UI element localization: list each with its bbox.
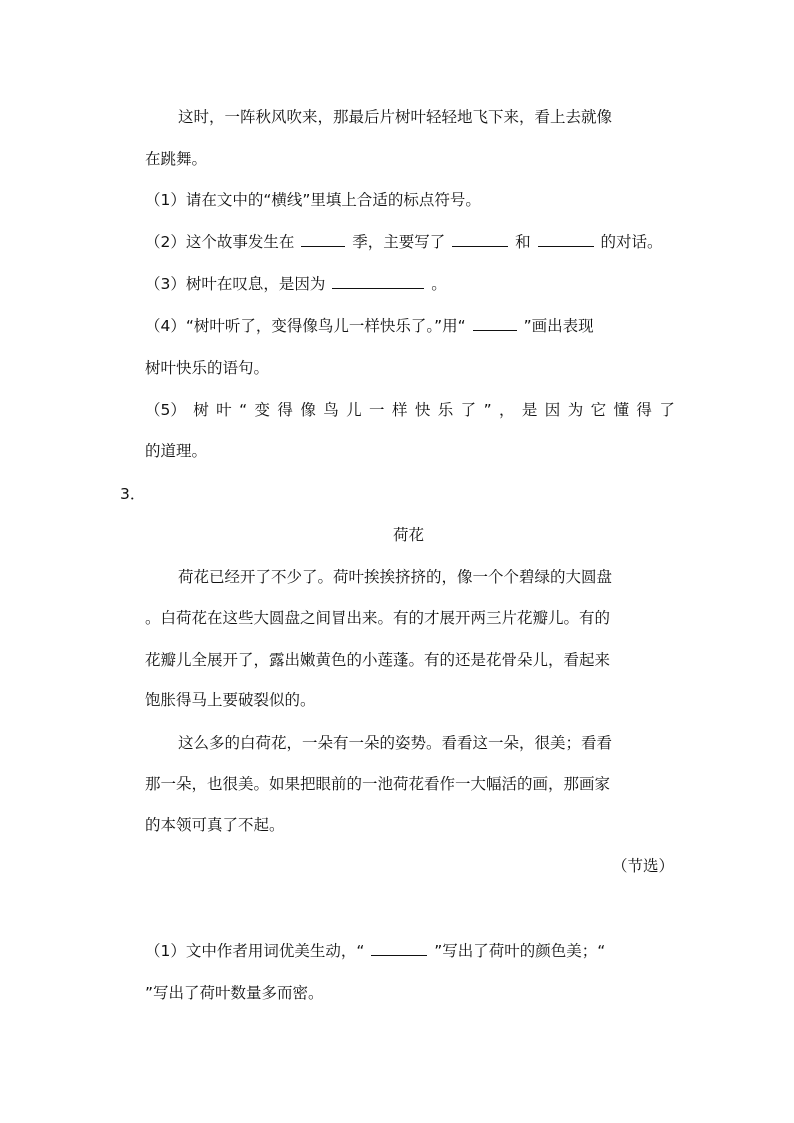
question-5-char: “: [239, 401, 248, 419]
question-5: [145, 400, 675, 420]
question-3-text-b: 。: [431, 275, 447, 293]
answer-blank-underline-mark[interactable]: [473, 316, 517, 331]
passage-para-2-line-3: 的本领可真了不起。: [145, 816, 285, 834]
question-4-text-b: ”画出表现: [523, 317, 594, 335]
question-5-line-2: 的道理。: [145, 442, 208, 460]
story-paragraph-line-2: 在跳舞。: [145, 150, 208, 168]
question-5-char: 一: [369, 401, 385, 419]
passage-para-1-line-3: 花瓣儿全展开了，露出嫩黄色的小莲蓬。有的还是花骨朵儿，看起来: [145, 651, 611, 669]
question-5-char: 了: [659, 401, 675, 419]
answer-blank-character-1[interactable]: [452, 232, 508, 247]
question-4: [145, 316, 594, 336]
passage-para-1-line-2: 。白荷花在这些大圆盘之间冒出来。有的才展开两三片花瓣儿。有的: [145, 609, 611, 627]
question-5-char: 因: [544, 401, 561, 419]
question-5-char: 样: [391, 401, 408, 419]
question-5-char: ”: [483, 401, 492, 419]
passage-question-1-text-b: ”写出了荷叶的颜色美；“: [434, 942, 606, 960]
question-5-char: 快: [414, 401, 431, 419]
answer-blank-color-word[interactable]: [371, 941, 427, 956]
section-number: 3．: [120, 485, 146, 503]
passage-title: 荷花: [393, 526, 425, 544]
question-5-char: 叶: [216, 401, 232, 419]
answer-blank-season[interactable]: [301, 232, 345, 247]
question-1: （1）请在文中的“横线”里填上合适的标点符号。: [145, 191, 481, 209]
question-2-text-b: 季，主要写了: [352, 233, 446, 251]
question-3: [145, 274, 447, 294]
passage-question-1-text-a: （1）文中作者用词优美生动，“: [145, 942, 365, 960]
question-5-char: 得: [636, 401, 652, 419]
passage-question-1-line-2: ”写出了荷叶数量多而密。: [145, 984, 324, 1002]
question-5-char: 变: [254, 401, 271, 419]
passage-para-2-line-1: 这么多的白荷花，一朵有一朵的姿势。看看这一朵，很美；看看: [178, 734, 613, 752]
question-5-char: 它: [590, 401, 607, 419]
answer-blank-character-2[interactable]: [538, 232, 594, 247]
passage-question-1: [145, 941, 605, 961]
question-2: [145, 232, 663, 252]
story-paragraph-line-1: 这时，一阵秋风吹来，那最后片树叶轻轻地飞下来，看上去就像: [178, 108, 613, 126]
question-5-char: 得: [277, 401, 293, 419]
passage-para-2-line-2: 那一朵，也很美。如果把眼前的一池荷花看作一大幅活的画，那画家: [145, 775, 611, 793]
question-5-char: 了: [460, 401, 477, 419]
question-4-line-2: 树叶快乐的语句。: [145, 359, 270, 377]
question-2-text-c: 和: [515, 233, 531, 251]
question-5-char: 懂: [613, 401, 630, 419]
passage-para-1-line-1: 荷花已经开了不少了。荷叶挨挨挤挤的，像一个个碧绿的大圆盘: [178, 568, 613, 586]
question-2-text-a: （2）这个故事发生在: [145, 233, 295, 251]
question-5-char: （5）: [145, 401, 186, 419]
answer-blank-reason[interactable]: [332, 274, 424, 289]
question-5-char: 乐: [437, 401, 454, 419]
question-5-char: 树: [193, 401, 209, 419]
question-5-char: 像: [300, 401, 316, 419]
question-4-text-a: （4）“树叶听了，变得像鸟儿一样快乐了。”用“: [145, 317, 466, 335]
question-5-char: ，: [498, 401, 515, 419]
question-5-char: 为: [567, 401, 584, 419]
question-5-char: 儿: [346, 401, 362, 419]
question-3-text-a: （3）树叶在叹息，是因为: [145, 275, 326, 293]
question-5-char: 是: [521, 401, 538, 419]
passage-source: （节选）: [612, 857, 675, 875]
question-2-text-d: 的对话。: [600, 233, 663, 251]
question-5-char: 鸟: [323, 401, 339, 419]
passage-para-1-line-4: 饱胀得马上要破裂似的。: [145, 691, 316, 709]
